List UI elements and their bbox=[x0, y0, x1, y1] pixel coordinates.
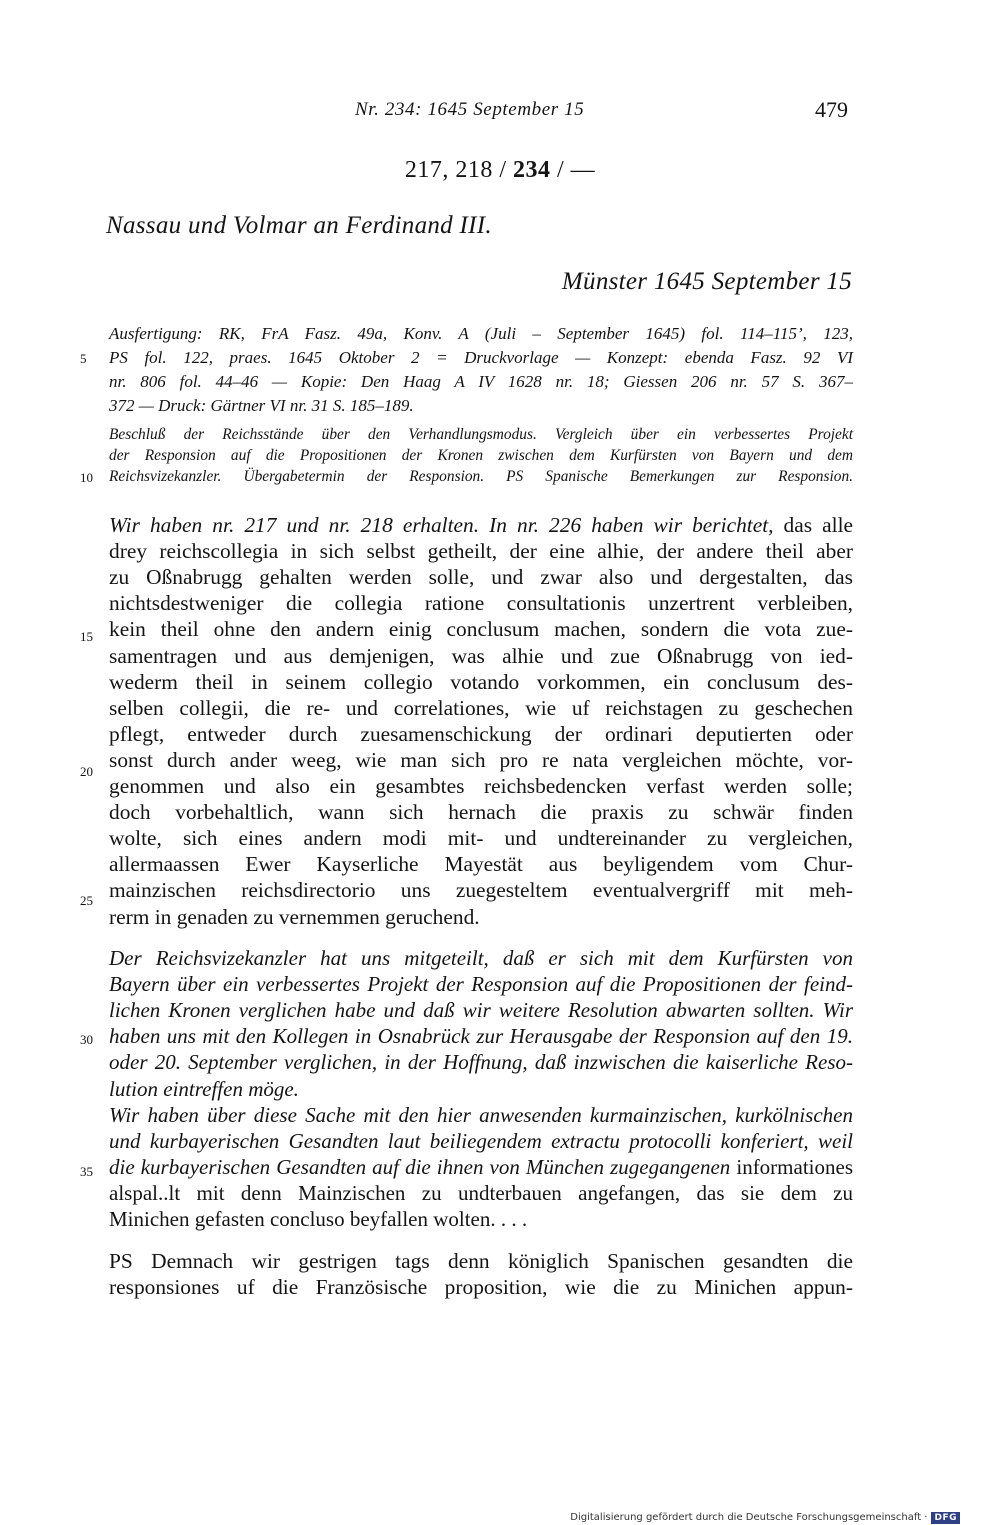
regest-line: Reichsvizekanzler. Übergabetermin der Responsion. PS Spanische Bemerkungen zur Responsion. bbox=[109, 468, 853, 485]
body-line: Wir haben über diese Sache mit den hier anwesenden kurmainzischen, kurkölnischen bbox=[109, 1102, 853, 1127]
body-line-roman: das alle bbox=[773, 513, 854, 537]
line-number: 5 bbox=[80, 351, 87, 366]
running-head bbox=[0, 97, 1000, 127]
regest-line: Beschluß der Reichsstände über den Verhandlungsmodus. Vergleich über ein verbessertes Projekt bbox=[109, 426, 853, 443]
body-line: sonst durch ander weeg, wie man sich pro re nata vergleichen möchte, vor- bbox=[109, 747, 853, 772]
document-heading: Nassau und Volmar an Ferdinand III. bbox=[106, 212, 492, 239]
line-number: 25 bbox=[80, 893, 93, 908]
body-line bbox=[109, 1154, 853, 1180]
body-line-italic: Wir haben nr. 217 und nr. 218 erhalten. In nr. 226 haben wir berichtet, bbox=[109, 513, 774, 537]
body-line: selben collegii, die re- und correlationes, wie uf reichstagen zu geschechen bbox=[109, 695, 853, 720]
line-number: 15 bbox=[80, 629, 93, 644]
body-line: Der Reichsvizekanzler hat uns mitgeteilt, daß er sich mit dem Kurfürsten von bbox=[109, 946, 853, 970]
body-line: samentragen und aus demjenigen, was alhie und zue Oßnabrugg von ied- bbox=[109, 643, 853, 668]
body-line: PS Demnach wir gestrigen tags denn königlich Spanischen gesandten die bbox=[109, 1249, 853, 1273]
body-line-roman: informationes bbox=[730, 1154, 853, 1179]
body-line: pflegt, entweder durch zuesamenschickung der ordinari deputierten oder bbox=[109, 721, 853, 746]
line-number: 20 bbox=[80, 764, 93, 779]
apparatus-line: 372 — Druck: Gärtner VI nr. 31 S. 185–189. bbox=[109, 396, 414, 415]
footer-credit bbox=[570, 1510, 960, 1525]
document-number-prefix: 217, 218 / bbox=[404, 157, 513, 183]
document-number-suffix: / — bbox=[550, 157, 596, 183]
body-line: Minichen gefasten concluso beyfallen wolten. . . . bbox=[109, 1207, 528, 1231]
body-line: responsiones uf die Französische proposition, wie die zu Minichen appun- bbox=[109, 1275, 853, 1300]
body-line bbox=[109, 512, 853, 538]
body-line: und kurbayerischen Gesandten laut beiliegendem extractu protocolli konferiert, weil bbox=[109, 1128, 853, 1153]
body-line: wolte, sich eines andern modi mit- und undtereinander zu vergleichen, bbox=[109, 826, 853, 851]
body-line: Bayern über ein verbessertes Projekt der Responsion auf die Propositionen der feind- bbox=[109, 972, 853, 997]
document-number-main: 234 bbox=[513, 157, 551, 183]
apparatus-line: Ausfertigung: RK, FrA Fasz. 49a, Konv. A (Juli – September 1645) fol. 114–115’, 123, bbox=[109, 324, 853, 343]
line-number: 30 bbox=[80, 1032, 93, 1047]
body-line: mainzischen reichsdirectorio uns zuegesteltem eventualvergriff mit meh- bbox=[109, 878, 853, 903]
line-number: 35 bbox=[80, 1164, 93, 1179]
body-line: oder 20. September verglichen, in der Hoffnung, daß inzwischen die kaiserliche Reso- bbox=[109, 1050, 853, 1075]
body-line: kein theil ohne den andern einig conclusum machen, sondern die vota zue- bbox=[109, 617, 853, 642]
place-date: Münster 1645 September 15 bbox=[561, 268, 852, 295]
page-number: 479 bbox=[815, 97, 848, 122]
document-number bbox=[0, 157, 1000, 184]
body-line: lichen Kronen verglichen habe und daß wir weitere Resolution abwarten sollten. Wir bbox=[109, 998, 853, 1023]
body-line: zu Oßnabrugg gehalten werden solle, und zwar also und dergestalten, das bbox=[109, 565, 853, 590]
body-line: allermaassen Ewer Kayserliche Mayestät aus beyligendem vom Chur- bbox=[109, 852, 853, 877]
running-head-title: Nr. 234: 1645 September 15 bbox=[355, 99, 585, 120]
body-line: nichtsdestweniger die collegia ratione consultationis unzertrent verbleiben, bbox=[109, 591, 853, 616]
body-line: rerm in genaden zu vernemmen geruchend. bbox=[109, 904, 480, 929]
body-line: lution eintreffen möge. bbox=[109, 1076, 299, 1101]
body-line: genommen und also ein gesambtes reichsbedencken verfast werden solle; bbox=[109, 774, 853, 798]
body-line: doch vorbehaltlich, wann sich hernach die praxis zu schwär finden bbox=[109, 800, 853, 825]
body-line: wederm theil in seinem collegio votando vorkommen, ein conclusum des- bbox=[109, 669, 853, 694]
body-line: haben uns mit den Kollegen in Osnabrück zur Herausgabe der Responsion auf den 19. bbox=[109, 1024, 853, 1049]
dfg-logo: DFG bbox=[931, 1512, 960, 1524]
body-line: alspal..lt mit denn Mainzischen zu undterbauen angefangen, das sie dem zu bbox=[109, 1180, 853, 1205]
body-line-italic: die kurbayerischen Gesandten auf die ihnen von München zugegangenen bbox=[109, 1154, 731, 1179]
apparatus-line: nr. 806 fol. 44–46 — Kopie: Den Haag A IV 1628 nr. 18; Giessen 206 nr. 57 S. 367– bbox=[109, 372, 853, 391]
footer-credit-text: Digitalisierung gefördert durch die Deutsche Forschungsgemeinschaft · bbox=[570, 1512, 928, 1523]
regest-line: der Responsion auf die Propositionen der Kronen zwischen dem Kurfürsten von Bayern und dem bbox=[109, 447, 853, 464]
body-line: drey reichscollegia in sich selbst getheilt, der eine alhie, der andere theil aber bbox=[109, 539, 853, 564]
line-number: 10 bbox=[80, 470, 93, 485]
apparatus-line: PS fol. 122, praes. 1645 Oktober 2 = Druckvorlage — Konzept: ebenda Fasz. 92 VI bbox=[109, 348, 853, 367]
